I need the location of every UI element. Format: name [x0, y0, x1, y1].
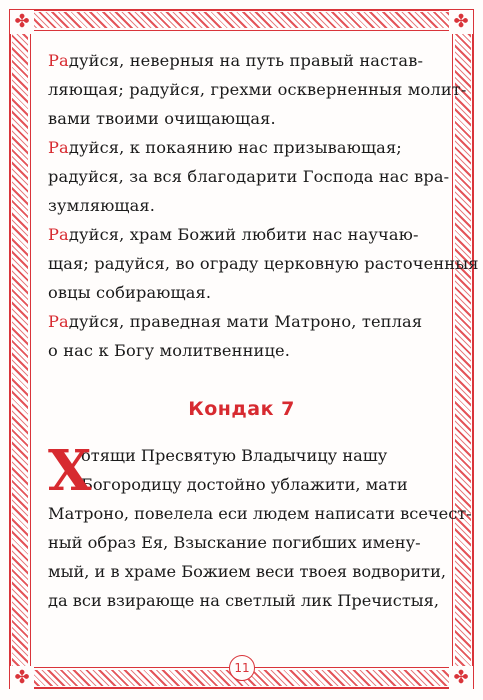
text-line: отящи Пресвятую Владычицу нашу	[81, 446, 388, 465]
text-line: Радуйся, праведная мати Матроно, теплая	[48, 312, 423, 331]
corner-ornament-icon: ✤	[10, 666, 34, 690]
text-line: да вси взирающе на светлый лик Пречистыя,	[48, 591, 440, 610]
text-line: ный образ Ея, Взыскание погибших имену-	[48, 533, 421, 552]
text-line: Радуйся, неверныя на путь правый настав-	[48, 51, 424, 70]
text-line: Радуйся, храм Божий любити нас научаю-	[48, 225, 419, 244]
text-line: вами твоими очищающая.	[48, 109, 276, 128]
akathist-text	[48, 46, 479, 365]
text-line: щая; радуйся, во ограду церковную расточенныя	[48, 254, 479, 273]
text-line: Матроно, повелела еси людем написати всечест-	[48, 504, 472, 523]
drop-cap: Х	[48, 438, 92, 504]
corner-ornament-icon: ✤	[449, 10, 473, 34]
kontakion-heading: Кондак 7	[188, 398, 295, 420]
corner-ornament-icon: ✤	[449, 666, 473, 690]
text-line: ляющая; радуйся, грехми оскверненныя молит-	[48, 80, 467, 99]
text-line: овцы собирающая.	[48, 283, 212, 302]
corner-ornament-icon: ✤	[10, 10, 34, 34]
kontakion-text	[48, 438, 472, 615]
page-number: 11	[229, 655, 255, 681]
text-line: Богородицу достойно ублажити, мати	[81, 475, 408, 494]
text-line: о нас к Богу молитвеннице.	[48, 341, 291, 360]
text-line: мый, и в храме Божием веси твоея водворити,	[48, 562, 447, 581]
text-line: радуйся, за вся благодарити Господа нас вра-	[48, 167, 450, 186]
text-line: зумляющая.	[48, 196, 156, 215]
text-line: Радуйся, к покаянию нас призывающая;	[48, 138, 402, 157]
